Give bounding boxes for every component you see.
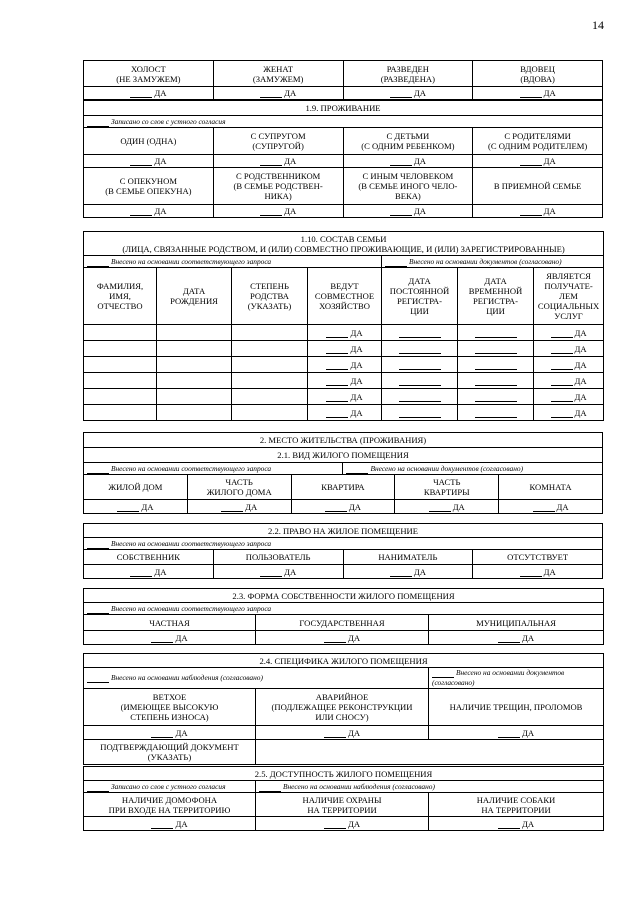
section-title: 2.5. ДОСТУПНОСТЬ ЖИЛОГО ПОМЕЩЕНИЯ: [84, 767, 604, 781]
relationship-field[interactable]: [232, 373, 308, 389]
section-title: 2.1. ВИД ЖИЛОГО ПОМЕЩЕНИЯ: [84, 448, 603, 463]
option-with-children: С ДЕТЬМИ (С ОДНИМ РЕБЕНКОМ): [343, 128, 473, 155]
yes-checkbox[interactable]: ДА: [84, 500, 188, 514]
full-name-field[interactable]: [84, 325, 157, 341]
source-note[interactable]: Записано со слов с устного согласия: [84, 116, 603, 128]
yes-checkbox[interactable]: ДА: [256, 726, 429, 740]
yes-checkbox[interactable]: ДА: [213, 565, 343, 579]
yes-checkbox[interactable]: ДА: [256, 817, 429, 831]
yes-checkbox[interactable]: ДА: [473, 205, 603, 218]
yes-checkbox[interactable]: ДА: [213, 155, 343, 168]
permanent-registration-date-field[interactable]: [382, 325, 458, 341]
temporary-registration-date-field[interactable]: [458, 373, 534, 389]
option-room: КОМНАТА: [499, 475, 603, 500]
housing-right-section: [83, 523, 603, 579]
relationship-field[interactable]: [232, 405, 308, 421]
yes-checkbox[interactable]: ДА: [84, 87, 214, 100]
option-foster-family: В ПРИЕМНОЙ СЕМЬЕ: [473, 168, 603, 205]
yes-checkbox[interactable]: ДА: [429, 631, 604, 645]
birth-date-field[interactable]: [157, 341, 232, 357]
full-name-field[interactable]: [84, 373, 157, 389]
col-temporary-registration: ДАТА ВРЕМЕННОЙ РЕГИСТРА- ЦИИ: [458, 268, 534, 325]
permanent-registration-date-field[interactable]: [382, 341, 458, 357]
temporary-registration-date-field[interactable]: [458, 389, 534, 405]
relationship-field[interactable]: [232, 357, 308, 373]
social-services-yes-checkbox[interactable]: ДА: [534, 341, 604, 357]
section-title: 2.4. СПЕЦИФИКА ЖИЛОГО ПОМЕЩЕНИЯ: [84, 654, 604, 668]
social-services-yes-checkbox[interactable]: ДА: [534, 357, 604, 373]
yes-checkbox[interactable]: ДА: [84, 205, 214, 218]
yes-checkbox[interactable]: ДА: [291, 500, 395, 514]
yes-checkbox[interactable]: ДА: [84, 726, 256, 740]
yes-checkbox[interactable]: ДА: [343, 155, 473, 168]
joint-household-yes-checkbox[interactable]: ДА: [308, 325, 382, 341]
option-alone: ОДИН (ОДНА): [84, 128, 214, 155]
source-note-documents[interactable]: Внесено на основании документов (согласовано): [429, 668, 604, 689]
birth-date-field[interactable]: [157, 389, 232, 405]
section-title: 1.9. ПРОЖИВАНИЕ: [84, 101, 603, 116]
option-divorced: РАЗВЕДЕН (РАЗВЕДЕНА): [343, 61, 473, 87]
permanent-registration-date-field[interactable]: [382, 405, 458, 421]
family-member-row: [84, 389, 604, 405]
source-note-request[interactable]: Внесено на основании соответствующего запроса: [84, 463, 343, 475]
yes-checkbox[interactable]: ДА: [429, 726, 604, 740]
option-state: ГОСУДАРСТВЕННАЯ: [256, 615, 429, 631]
section-title: 2.3. ФОРМА СОБСТВЕННОСТИ ЖИЛОГО ПОМЕЩЕНИЯ: [84, 589, 604, 603]
option-dog: НАЛИЧИЕ СОБАКИ НА ТЕРРИТОРИИ: [429, 793, 604, 817]
col-social-services: ЯВЛЯЕТСЯ ПОЛУЧАТЕ- ЛЕМ СОЦИАЛЬНЫХ УСЛУГ: [534, 268, 604, 325]
full-name-field[interactable]: [84, 405, 157, 421]
source-note-request[interactable]: Внесено на основании соответствующего запроса: [84, 256, 382, 268]
option-tenant: НАНИМАТЕЛЬ: [343, 550, 473, 565]
source-note[interactable]: Внесено на основании соответствующего запроса: [84, 603, 604, 615]
ownership-form-section: [83, 588, 604, 645]
option-with-other-person: С ИНЫМ ЧЕЛОВЕКОМ (В СЕМЬЕ ИНОГО ЧЕЛО- ВЕКА): [343, 168, 473, 205]
option-single: ХОЛОСТ (НЕ ЗАМУЖЕМ): [84, 61, 214, 87]
option-with-spouse: С СУПРУГОМ (СУПРУГОЙ): [213, 128, 343, 155]
col-birth-date: ДАТА РОЖДЕНИЯ: [157, 268, 232, 325]
full-name-field[interactable]: [84, 357, 157, 373]
option-private: ЧАСТНАЯ: [84, 615, 256, 631]
option-user: ПОЛЬЗОВАТЕЛЬ: [213, 550, 343, 565]
option-intercom: НАЛИЧИЕ ДОМОФОНА ПРИ ВХОДЕ НА ТЕРРИТОРИЮ: [84, 793, 256, 817]
option-owner: СОБСТВЕННИК: [84, 550, 214, 565]
yes-checkbox[interactable]: ДА: [343, 205, 473, 218]
social-services-yes-checkbox[interactable]: ДА: [534, 373, 604, 389]
joint-household-yes-checkbox[interactable]: ДА: [308, 389, 382, 405]
yes-checkbox[interactable]: ДА: [473, 565, 603, 579]
option-with-guardian: С ОПЕКУНОМ (В СЕМЬЕ ОПЕКУНА): [84, 168, 214, 205]
joint-household-yes-checkbox[interactable]: ДА: [308, 373, 382, 389]
source-note[interactable]: Внесено на основании соответствующего запроса: [84, 538, 603, 550]
option-cracks: НАЛИЧИЕ ТРЕЩИН, ПРОЛОМОВ: [429, 689, 604, 726]
birth-date-field[interactable]: [157, 373, 232, 389]
yes-checkbox[interactable]: ДА: [84, 155, 214, 168]
yes-checkbox[interactable]: ДА: [473, 155, 603, 168]
permanent-registration-date-field[interactable]: [382, 389, 458, 405]
yes-checkbox[interactable]: ДА: [395, 500, 499, 514]
birth-date-field[interactable]: [157, 405, 232, 421]
yes-checkbox[interactable]: ДА: [429, 817, 604, 831]
yes-checkbox[interactable]: ДА: [84, 817, 256, 831]
option-apartment: КВАРТИРА: [291, 475, 395, 500]
col-permanent-registration: ДАТА ПОСТОЯННОЙ РЕГИСТРА- ЦИИ: [382, 268, 458, 325]
social-services-yes-checkbox[interactable]: ДА: [534, 405, 604, 421]
supporting-document-field[interactable]: [256, 740, 604, 765]
housing-accessibility-section: [83, 766, 604, 831]
yes-checkbox[interactable]: ДА: [499, 500, 603, 514]
yes-checkbox[interactable]: ДА: [84, 565, 214, 579]
yes-checkbox[interactable]: ДА: [256, 631, 429, 645]
permanent-registration-date-field[interactable]: [382, 357, 458, 373]
joint-household-yes-checkbox[interactable]: ДА: [308, 357, 382, 373]
source-note-observation[interactable]: Внесено на основании наблюдения (согласовано): [256, 781, 604, 793]
yes-checkbox[interactable]: ДА: [213, 87, 343, 100]
supporting-document-label: ПОДТВЕРЖДАЮЩИЙ ДОКУМЕНТ (УКАЗАТЬ): [84, 740, 256, 765]
living-section: [83, 100, 603, 218]
col-joint-household: ВЕДУТ СОВМЕСТНОЕ ХОЗЯЙСТВО: [308, 268, 382, 325]
option-with-parents: С РОДИТЕЛЯМИ (С ОДНИМ РОДИТЕЛЕМ): [473, 128, 603, 155]
temporary-registration-date-field[interactable]: [458, 357, 534, 373]
permanent-registration-date-field[interactable]: [382, 373, 458, 389]
col-relationship: СТЕПЕНЬ РОДСТВА (УКАЗАТЬ): [232, 268, 308, 325]
option-municipal: МУНИЦИПАЛЬНАЯ: [429, 615, 604, 631]
yes-checkbox[interactable]: ДА: [343, 565, 473, 579]
yes-checkbox[interactable]: ДА: [473, 87, 603, 100]
yes-checkbox[interactable]: ДА: [187, 500, 291, 514]
family-member-row: [84, 325, 604, 341]
section-title: 1.10. СОСТАВ СЕМЬИ (ЛИЦА, СВЯЗАННЫЕ РОДСТВОМ, И (ИЛИ) СОВМЕСТНО ПРОЖИВАЮЩИЕ, И (ИЛИ) ЗАРЕГИСТРИРОВАННЫЕ): [84, 232, 604, 256]
social-services-yes-checkbox[interactable]: ДА: [534, 389, 604, 405]
option-security: НАЛИЧИЕ ОХРАНЫ НА ТЕРРИТОРИИ: [256, 793, 429, 817]
section-title: 2.2. ПРАВО НА ЖИЛОЕ ПОМЕЩЕНИЕ: [84, 524, 603, 538]
yes-checkbox[interactable]: ДА: [343, 87, 473, 100]
temporary-registration-date-field[interactable]: [458, 341, 534, 357]
birth-date-field[interactable]: [157, 357, 232, 373]
relationship-field[interactable]: [232, 325, 308, 341]
source-note-documents[interactable]: Внесено на основании документов (согласовано): [343, 463, 603, 475]
temporary-registration-date-field[interactable]: [458, 405, 534, 421]
section-title: 2. МЕСТО ЖИТЕЛЬСТВА (ПРОЖИВАНИЯ): [84, 433, 603, 448]
option-widowed: ВДОВЕЦ (ВДОВА): [473, 61, 603, 87]
family-member-row: [84, 357, 604, 373]
housing-type-section: [83, 432, 603, 514]
family-member-row: [84, 373, 604, 389]
yes-checkbox[interactable]: ДА: [213, 205, 343, 218]
family-composition-section: [83, 231, 604, 421]
full-name-field[interactable]: [84, 389, 157, 405]
family-member-row: [84, 405, 604, 421]
temporary-registration-date-field[interactable]: [458, 325, 534, 341]
relationship-field[interactable]: [232, 341, 308, 357]
option-dilapidated: ВЕТХОЕ (ИМЕЮЩЕЕ ВЫСОКУЮ СТЕПЕНЬ ИЗНОСА): [84, 689, 256, 726]
joint-household-yes-checkbox[interactable]: ДА: [308, 405, 382, 421]
social-services-yes-checkbox[interactable]: ДА: [534, 325, 604, 341]
joint-household-yes-checkbox[interactable]: ДА: [308, 341, 382, 357]
source-note-oral[interactable]: Записано со слов с устного согласия: [84, 781, 256, 793]
col-full-name: ФАМИЛИЯ, ИМЯ, ОТЧЕСТВО: [84, 268, 157, 325]
page-number: 14: [592, 18, 604, 32]
relationship-field[interactable]: [232, 389, 308, 405]
option-part-of-apartment: ЧАСТЬ КВАРТИРЫ: [395, 475, 499, 500]
source-note-observation[interactable]: Внесено на основании наблюдения (согласовано): [84, 668, 429, 689]
source-note-documents[interactable]: Внесено на основании документов (согласовано): [382, 256, 604, 268]
option-with-relative: С РОДСТВЕННИКОМ (В СЕМЬЕ РОДСТВЕН- НИКА): [213, 168, 343, 205]
option-part-of-house: ЧАСТЬ ЖИЛОГО ДОМА: [187, 475, 291, 500]
full-name-field[interactable]: [84, 341, 157, 357]
option-house: ЖИЛОЙ ДОМ: [84, 475, 188, 500]
family-member-row: [84, 341, 604, 357]
marital-status-table: [83, 60, 603, 100]
yes-checkbox[interactable]: ДА: [84, 631, 256, 645]
option-emergency: АВАРИЙНОЕ (ПОДЛЕЖАЩЕЕ РЕКОНСТРУКЦИИ ИЛИ СНОСУ): [256, 689, 429, 726]
birth-date-field[interactable]: [157, 325, 232, 341]
housing-specifics-section: [83, 653, 604, 765]
option-absent: ОТСУТСТВУЕТ: [473, 550, 603, 565]
option-married: ЖЕНАТ (ЗАМУЖЕМ): [213, 61, 343, 87]
